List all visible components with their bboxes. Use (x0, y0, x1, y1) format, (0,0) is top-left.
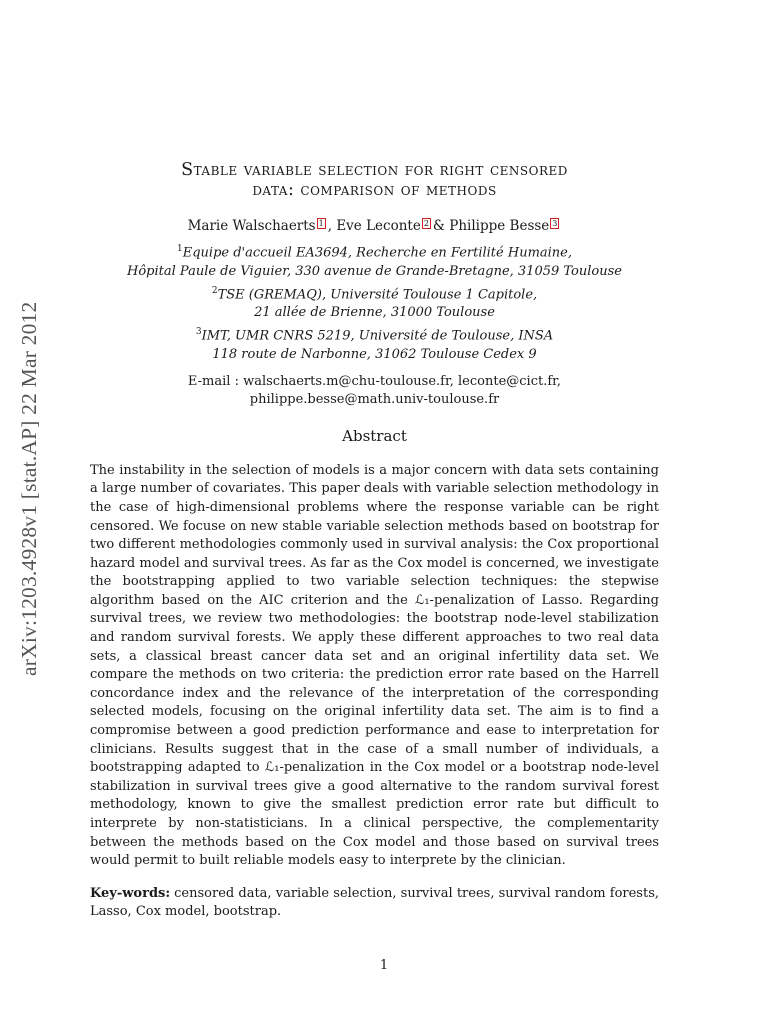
affiliation-link[interactable]: 3 (552, 219, 558, 228)
affiliation-line: TSE (GREMAQ), Université Toulouse 1 Capitole, (217, 286, 538, 302)
affiliation-line: Equipe d'accueil EA3694, Recherche en Fertilité Humaine, (182, 245, 572, 261)
title-line-1: Stable variable selection for right censored (181, 160, 568, 180)
affiliation-link[interactable]: 1 (318, 219, 324, 228)
affiliation-line: IMT, UMR CNRS 5219, Université de Toulouse, INSA (201, 328, 554, 344)
paper-title (90, 160, 659, 200)
affiliation-3 (90, 323, 659, 346)
affiliation-marker: 1 (177, 244, 183, 254)
paper-page (90, 150, 659, 922)
affiliation-list (90, 240, 659, 365)
email-line: philippe.besse@math.univ-toulouse.fr (249, 392, 500, 408)
arxiv-identifier: arXiv:1203.4928v1 [stat.AP] 22 Mar 2012 (17, 301, 41, 676)
author-list (90, 218, 659, 234)
author-name: Marie Walschaerts (187, 218, 316, 234)
affiliation-marker: 3 (195, 327, 202, 338)
affiliation-line: Hôpital Paule de Viguier, 330 avenue de Grande-Bretagne, 31059 Toulouse (127, 263, 622, 279)
keywords-text: censored data, variable selection, survival trees, survival random forests, Lasso, Cox model, bootstrap. (90, 885, 659, 920)
affiliation-link[interactable]: 2 (423, 219, 429, 228)
keywords (90, 885, 659, 922)
author-separator: , (327, 218, 337, 234)
abstract-heading: Abstract (342, 426, 407, 445)
abstract-body: The instability in the selection of models is a major concern with data sets containing a large number of covariates. This paper deals with variable selection methodology in the case of high-dimensional problems where the response variable can be right censored. We focuse on new stable variable selection methods based on bootstrap for two different methodologies commonly used in survival analysis: the Cox proportional hazard model and survival trees. As far as the Cox model is concerned, we investigate the bootstrapping applied to two variable selection techniques: the stepwise algorithm based on the AIC criterion and the ℒ₁-penalization of Lasso. Regarding survival trees, we review two methodologies: the bootstrap node-level stabilization and random survival forests. We apply these different approaches to two real data sets, a classical breast cancer data set and an original infertility data set. We compare the methods on two criteria: the prediction error rate based on the Harrell concordance index and the relevance of the interpretation of the corresponding selected models, focusing on the original infertility data set. The aim is to find a compromise between a good prediction performance and ease to interpretation for clinicians. Results suggest that in the case of a small number of individuals, a bootstrapping adapted to ℒ₁-penalization in the Cox model or a bootstrap node-level stabilization in survival trees give a good alternative to the random survival forest methodology, known to give the smallest prediction error rate but difficult to interprete by non-statisticians. In a clinical perspective, the complementarity between the methods based on the Cox model and those based on survival trees would permit to built reliable models easy to interprete by the clinician. (90, 462, 659, 869)
affiliation-line: 21 allée de Brienne, 31000 Toulouse (254, 305, 495, 321)
author-name: Eve Leconte (336, 218, 421, 234)
author-name: Philippe Besse (449, 218, 550, 234)
contact-emails (90, 373, 659, 410)
email-line: E-mail : walschaerts.m@chu-toulouse.fr, leconte@cict.fr, (187, 373, 562, 389)
affiliation-line: 118 route de Narbonne, 31062 Toulouse Cedex 9 (212, 346, 537, 362)
affiliation-2 (90, 282, 659, 305)
author-separator: & (432, 218, 450, 234)
page-number: 1 (379, 958, 389, 973)
affiliation-1 (90, 240, 659, 263)
affiliation-marker: 2 (211, 285, 218, 296)
keywords-label: Key-words: (90, 885, 171, 901)
title-line-2: data: comparison of methods (252, 180, 497, 200)
